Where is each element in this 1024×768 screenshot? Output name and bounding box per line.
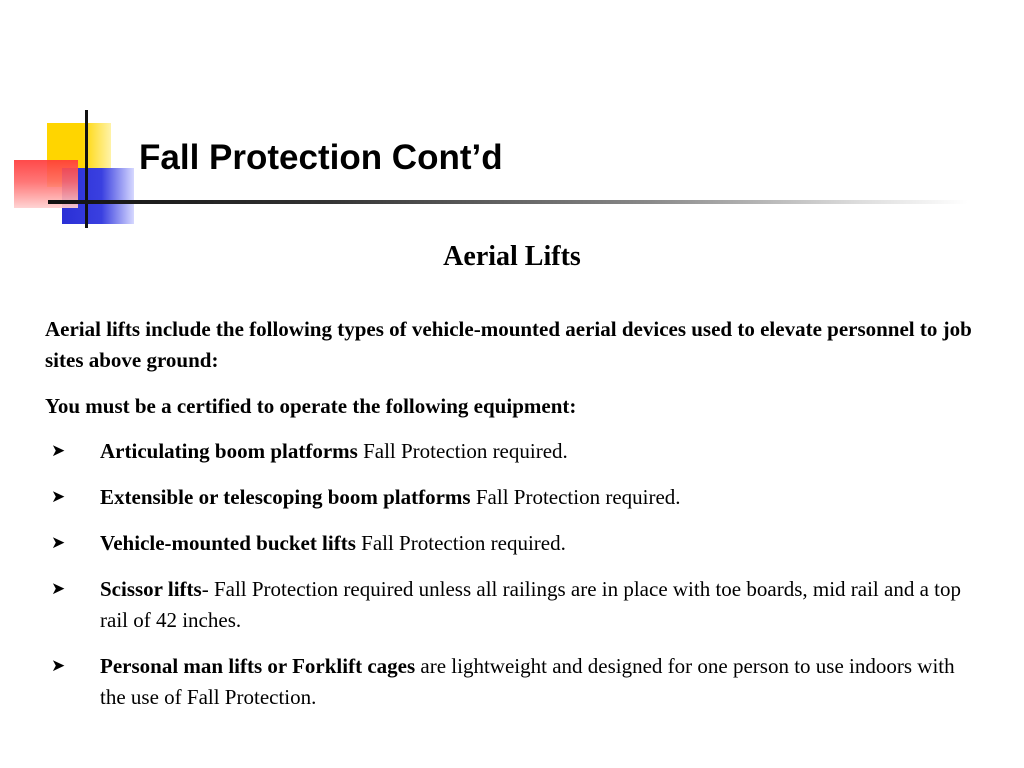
- equipment-list: [45, 436, 985, 713]
- arrowhead-bullet-icon: ➤: [51, 579, 66, 599]
- decorative-logo-blocks: [0, 0, 150, 240]
- arrowhead-bullet-icon: ➤: [51, 656, 66, 676]
- equipment-term: Vehicle-mounted bucket lifts: [100, 531, 356, 555]
- equipment-description: Fall Protection required.: [357, 439, 568, 463]
- equipment-description: are lightweight and designed for one person to use indoors with the use of Fall Protection.: [100, 654, 955, 709]
- section-subtitle: Aerial Lifts: [443, 241, 581, 272]
- equipment-term: Articulating boom platforms: [100, 439, 358, 463]
- list-item: [45, 482, 985, 513]
- equipment-term: Extensible or telescoping boom platforms: [100, 485, 471, 509]
- certification-paragraph: You must be a certified to operate the following equipment:: [45, 394, 577, 418]
- list-item: [45, 651, 985, 713]
- list-item: [45, 436, 985, 467]
- slide-title: Fall Protection Cont’d: [139, 138, 503, 177]
- equipment-term: Scissor lifts: [100, 577, 202, 601]
- arrowhead-bullet-icon: ➤: [51, 533, 66, 553]
- arrowhead-bullet-icon: ➤: [51, 487, 66, 507]
- slide-body: [45, 314, 985, 728]
- vertical-rule-decoration: [85, 110, 88, 228]
- arrowhead-bullet-icon: ➤: [51, 441, 66, 461]
- equipment-description: Fall Protection required.: [470, 485, 681, 509]
- equipment-description: - Fall Protection required unless all railings are in place with toe boards, mid rail and a top rail of 42 inches.: [100, 577, 961, 632]
- intro-paragraph: Aerial lifts include the following types of vehicle-mounted aerial devices used to elevate personnel to job sites above ground:: [45, 317, 972, 372]
- equipment-description: Fall Protection required.: [355, 531, 566, 555]
- title-underline-rule: [48, 200, 968, 204]
- list-item: [45, 574, 985, 636]
- equipment-term: Personal man lifts or Forklift cages: [100, 654, 416, 678]
- list-item: [45, 528, 985, 559]
